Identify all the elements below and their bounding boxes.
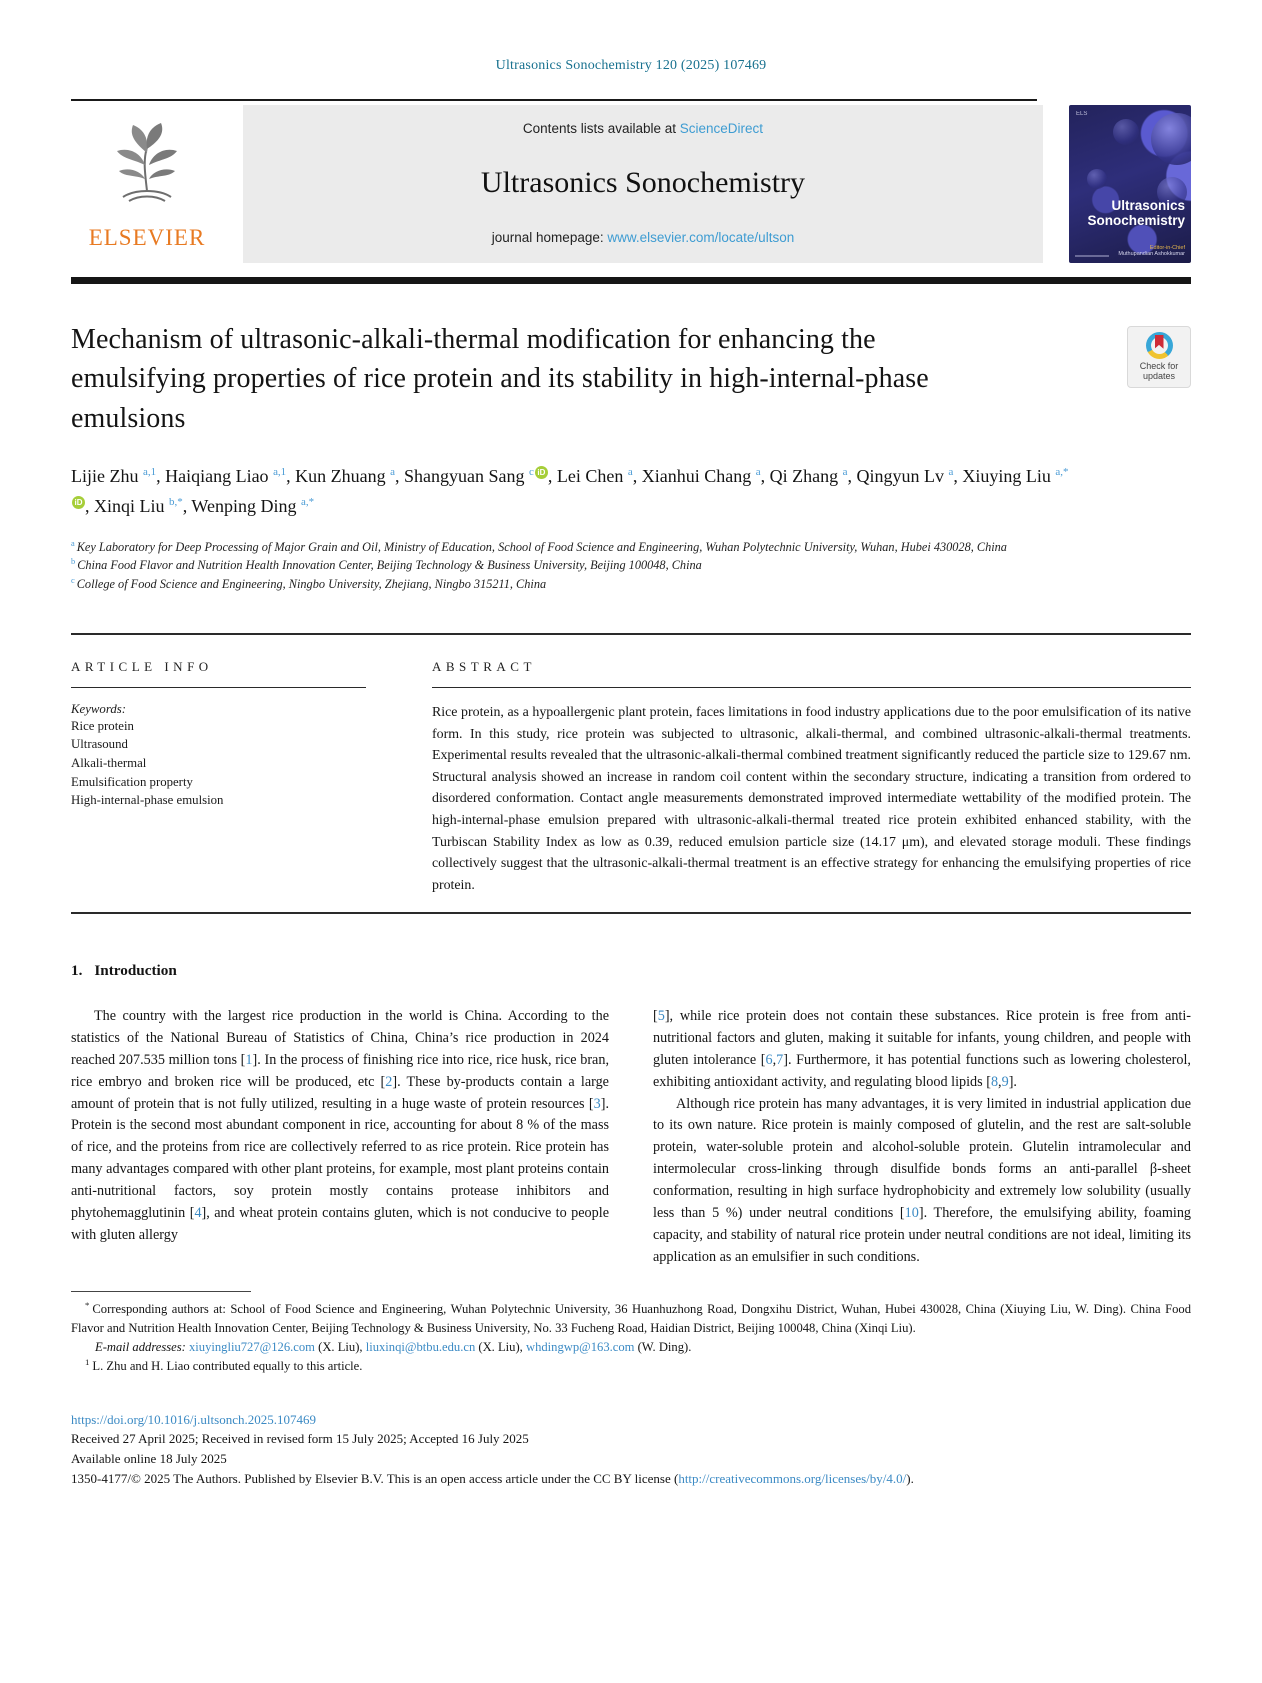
author: Lei Chen $^a$,: [556, 465, 642, 486]
author: Kun Zhuang $^a$,: [295, 465, 405, 486]
corresponding-authors-footnote: * Corresponding authors at: School of Food Science and Engineering, Wuhan Polytechnic University, 36 Huanhuzhong Road, Dongxihu District, Wuhan, Hubei 430028, China (Xiuying Liu, W. Ding). China Food Flavor and Nutrition Health Innovation Center, Beijing Technology & Business University, No. 33 Fucheng Road, Haidian District, Beijing 100048, China (Xinqi Liu).: [71, 1299, 1191, 1335]
intro-left-column: [71, 1006, 609, 1269]
header-divider: [71, 99, 1037, 101]
citation-ref[interactable]: 7: [776, 1051, 784, 1068]
citation-ref[interactable]: 5: [657, 1007, 665, 1024]
contents-line: [523, 121, 763, 136]
author: Qingyun Lv $^a$,: [856, 465, 963, 486]
keyword: Alkali-thermal: [71, 756, 147, 771]
keywords-list: [71, 717, 366, 810]
journal-citation: Ultrasonics Sonochemistry 120 (2025) 107469: [495, 58, 767, 73]
article-title: Mechanism of ultrasonic-alkali-thermal modification for enhancing the emulsifying properties of rice protein and its stability in high-internal-phase emulsions: [71, 323, 929, 435]
footnote-rule: [71, 1291, 251, 1292]
paragraph: Although rice protein has many advantages, it is very limited in industrial application due to its own nature. Rice protein is mainly composed of glutelin, and the rest are salt-soluble protein, water-soluble protein and alcohol-soluble protein. Glutelin intramolecular and intermolecular cross-linking through disulfide bonds forms an anti-parallel β-sheet conformation, resulting in high surface hydrophobicity and extremely low solubility (usually less than 5 %) under neutral conditions [10]. Therefore, the emulsifying ability, foaming capacity, and stability of natural rice protein under neutral conditions are not ideal, limiting its application as an emulsifier in such conditions.: [653, 1095, 1192, 1266]
check-for-updates-label: Check for updates: [1139, 360, 1179, 382]
keywords-label: Keywords:: [71, 701, 126, 716]
section-divider: [71, 912, 1191, 913]
author: Xinqi Liu $^{b,*}$,: [94, 496, 192, 517]
email-link[interactable]: xiuyingliu727@126.com: [188, 1339, 315, 1354]
header-black-bar: [71, 277, 1191, 284]
cover-bubble: [1113, 119, 1139, 145]
section-number: 1.: [71, 961, 83, 979]
contents-prefix: Contents lists available at: [522, 120, 677, 136]
introduction-body: [71, 1006, 1191, 1269]
article-info-heading: ARTICLE INFO: [71, 658, 213, 674]
journal-banner: [243, 105, 1043, 263]
citation-ref[interactable]: 10: [904, 1205, 919, 1222]
keyword: Ultrasound: [71, 737, 128, 752]
citation-ref[interactable]: 3: [593, 1095, 601, 1112]
email-link[interactable]: liuxinqi@btbu.edu.cn: [365, 1339, 476, 1354]
affiliation: $^c$ College of Food Science and Engineering, Ningbo University, Zhejiang, Ningbo 315211, China: [71, 575, 547, 591]
cover-editor-lines: Editor-in-Chief Muthupandian Ashokkumar: [1118, 244, 1185, 257]
section-label: Introduction: [94, 961, 177, 979]
homepage-line: [492, 230, 794, 245]
equal-contribution-footnote: $^1$ L. Zhu and H. Liao contributed equally to this article.: [85, 1356, 363, 1373]
copyright-line: 1350-4177/© 2025 The Authors. Published by Elsevier B.V. This is an open access article under the CC BY license (http://creativecommons.org/licenses/by/4.0/).: [71, 1470, 914, 1486]
received-line: Received 27 April 2025; Received in revised form 15 July 2025; Accepted 16 July 2025: [71, 1431, 529, 1447]
info-abstract-section: [71, 635, 1191, 897]
keyword: Rice protein: [71, 718, 134, 733]
crossmark-icon: [1146, 332, 1173, 359]
citation-ref[interactable]: 9: [1001, 1073, 1009, 1090]
author: Qi Zhang $^a$,: [769, 465, 857, 486]
citation-ref[interactable]: 2: [385, 1073, 393, 1090]
paragraph: [5], while rice protein does not contain these substances. Rice protein is free from anti-nutritional factors and gluten, making it suitable for infants, young children, and people with gluten intolerance [6,7]. Furthermore, it has potential functions such as lowering cholesterol, exhibiting antioxidant activity, and regulating blood lipids [8,9].: [653, 1007, 1191, 1090]
cover-decoration: [1075, 255, 1109, 257]
sciencedirect-link[interactable]: ScienceDirect: [679, 120, 764, 136]
author: Shangyuan Sang $^c$ iD ,: [404, 465, 557, 486]
orcid-icon[interactable]: iD: [72, 496, 85, 509]
elsevier-logo[interactable]: [71, 105, 223, 263]
journal-cover-thumbnail[interactable]: [1069, 105, 1191, 263]
author: Wenping Ding $^{a,*}$: [191, 496, 315, 517]
author: Xiuying Liu $^{a,*}$iD ,: [71, 466, 1068, 517]
article-footer: [71, 1410, 1191, 1489]
cover-journal-title: Ultrasonics Sonochemistry: [1087, 198, 1185, 229]
article-info-rule: [71, 687, 366, 688]
citation-ref[interactable]: 8: [990, 1073, 999, 1090]
keyword: High-internal-phase emulsion: [71, 793, 224, 808]
email-addresses-line: E-mail addresses: xiuyingliu727@126.com (X. Liu), liuxinqi@btbu.edu.cn (X. Liu), whdingwp@163.com (W. Ding).: [95, 1339, 692, 1354]
author: Haiqiang Liao $^{a,1}$,: [165, 465, 296, 486]
author: Lijie Zhu $^{a,1}$,: [71, 465, 166, 486]
elsevier-wordmark: ELSEVIER: [88, 224, 206, 250]
intro-right-column: [653, 1006, 1191, 1269]
citation-ref[interactable]: 1: [245, 1051, 253, 1068]
keyword: Emulsification property: [71, 774, 193, 789]
author: Xianhui Chang $^a$,: [641, 465, 770, 486]
check-for-updates-badge[interactable]: [1127, 326, 1191, 388]
paragraph: The country with the largest rice production in the world is China. According to the statistics of the National Bureau of Statistics of China, China’s rice production in 2024 reached 207.535 million tons [1]. In the process of finishing rice into rice, rice husk, rice bran, rice embryo and broken rice will be produced, etc [2]. These by-products contain a large amount of protein that is not fully utilized, resulting in a huge waste of protein resources [3]. Protein is the second most abundant component in rice, accounting for about 8 % of the mass of rice, and the proteins from rice are collectively referred to as rice protein. Rice protein has many advantages compared with other plant proteins, for example, most plant proteins contain anti-nutritional factors, soy protein mostly contains protease inhibitors and phytohemagglutinin [4], and wheat protein contains gluten, which is not conducive to people with gluten allergy: [71, 1007, 609, 1244]
orcid-icon[interactable]: iD: [535, 466, 548, 479]
affiliation-list: [71, 538, 1191, 593]
elsevier-tree-icon: [71, 113, 223, 223]
homepage-label: journal homepage:: [491, 229, 604, 245]
available-online-line: Available online 18 July 2025: [71, 1451, 227, 1467]
abstract-text: Rice protein, as a hypoallergenic plant protein, faces limitations in food industry applications due to the poor emulsification of its native form. In this study, rice protein was subjected to ultrasonic, alkali-thermal, and combined ultrasonic-alkali-thermal treatments. Experimental results revealed that the ultrasonic-alkali-thermal combined treatment significantly reduced the particle size to 129.67 nm. Structural analysis showed an increase in random coil content within the secondary structure, indicating a transition from ordered to disordered conformation. Contact angle measurements demonstrated improved intermediate wettability of the modified protein. The high-internal-phase emulsion prepared with ultrasonic-alkali-thermal treated rice protein exhibited enhanced stability, with the Turbiscan Stability Index as low as 0.39, reduced emulsion particle size (14.17 μm), and elevated storage moduli. These findings collectively suggest that the ultrasonic-alkali-thermal treatment is an effective strategy for enhancing the emulsifying properties of rice protein.: [432, 704, 1191, 893]
cc-by-license-link[interactable]: http://creativecommons.org/licenses/by/4.0/: [678, 1470, 907, 1486]
crossmark-bookmark-icon: [1155, 335, 1164, 349]
cover-elsevier-mark: ELS: [1076, 110, 1088, 117]
footnote-block: [71, 1291, 1191, 1376]
affiliation: $^a$ Key Laboratory for Deep Processing of Major Grain and Oil, Ministry of Education, School of Food Science and Engineering, Wuhan Polytechnic University, Wuhan, Hubei 430028, China: [71, 538, 1007, 555]
journal-homepage-link[interactable]: www.elsevier.com/locate/ultson: [607, 229, 795, 245]
article-info-column: [71, 659, 366, 897]
introduction-heading: [71, 962, 1191, 980]
journal-title: Ultrasonics Sonochemistry: [480, 165, 806, 199]
abstract-rule: [432, 687, 1191, 688]
abstract-heading: ABSTRACT: [432, 658, 536, 674]
citation-ref[interactable]: 6: [765, 1051, 773, 1068]
doi-link[interactable]: https://doi.org/10.1016/j.ultsonch.2025.107469: [71, 1411, 316, 1427]
author-list: [71, 461, 1071, 522]
email-link[interactable]: whdingwp@163.com: [525, 1339, 635, 1354]
citation-ref[interactable]: 4: [194, 1205, 202, 1222]
cover-bubble: [1087, 169, 1107, 189]
cover-bubble: [1151, 113, 1191, 165]
abstract-column: [432, 659, 1191, 897]
affiliation: $^b$ China Food Flavor and Nutrition Health Innovation Center, Beijing Technology & Business University, Beijing 100048, China: [71, 557, 702, 573]
journal-header-band: [71, 105, 1191, 263]
